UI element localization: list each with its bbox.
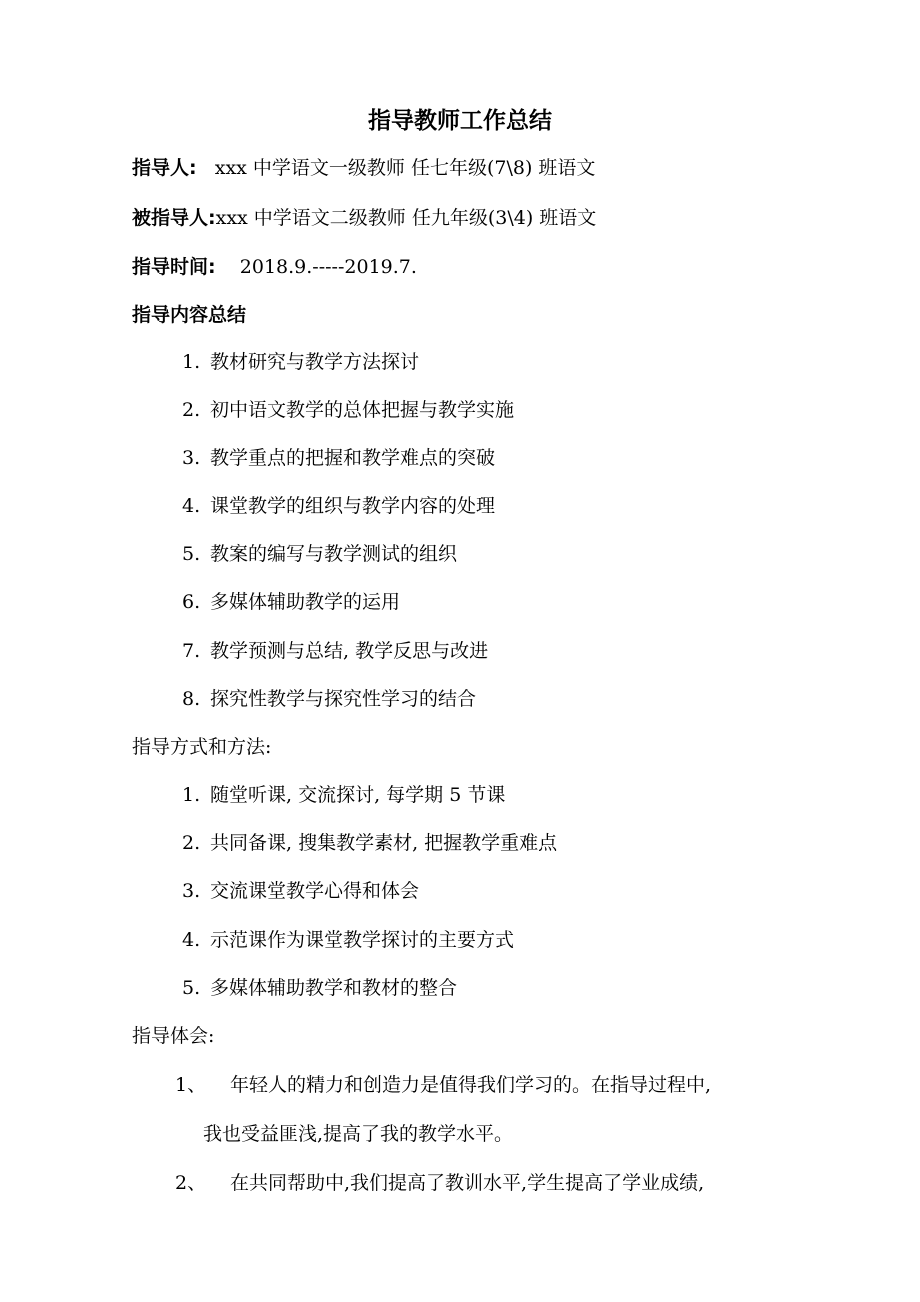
item-number: 5. bbox=[182, 977, 201, 999]
item-number: 6. bbox=[182, 591, 201, 613]
method-item bbox=[182, 877, 419, 905]
time-value: 2018.9.-----2019.7. bbox=[239, 256, 417, 278]
time-line bbox=[132, 253, 417, 281]
content-section-heading: 指导内容总结 bbox=[132, 304, 247, 326]
method-section-heading: 指导方式和方法: bbox=[132, 736, 272, 758]
content-item bbox=[182, 685, 476, 713]
item-number: 5. bbox=[182, 543, 201, 565]
item-text: 年轻人的精力和创造力是值得我们学习的。在指导过程中, bbox=[230, 1074, 712, 1096]
item-text: 在共同帮助中,我们提高了教训水平,学生提高了学业成绩, bbox=[230, 1172, 705, 1194]
mentor-value: xxx 中学语文一级教师 任七年级(7\8) 班语文 bbox=[214, 157, 596, 179]
item-text: 示范课作为课堂教学探讨的主要方式 bbox=[210, 929, 515, 951]
item-text: 探究性教学与探究性学习的结合 bbox=[210, 688, 477, 710]
content-item bbox=[182, 637, 488, 665]
experience-section-heading: 指导体会: bbox=[132, 1025, 215, 1047]
content-item bbox=[182, 588, 400, 616]
experience-item-line bbox=[175, 1169, 704, 1197]
item-number: 7. bbox=[182, 640, 201, 662]
item-number: 4. bbox=[182, 929, 201, 951]
item-number: 3. bbox=[182, 880, 201, 902]
item-number: 2. bbox=[182, 399, 201, 421]
content-item bbox=[182, 348, 419, 376]
item-text: 多媒体辅助教学和教材的整合 bbox=[210, 977, 458, 999]
item-text: 随堂听课, 交流探讨, 每学期 5 节课 bbox=[210, 784, 506, 806]
item-text: 教材研究与教学方法探讨 bbox=[210, 351, 420, 373]
item-number: 2. bbox=[182, 832, 201, 854]
experience-item-continuation: 我也受益匪浅,提高了我的教学水平。 bbox=[203, 1123, 514, 1145]
method-item bbox=[182, 781, 505, 809]
item-number: 1、 bbox=[175, 1074, 207, 1096]
item-text: 交流课堂教学心得和体会 bbox=[210, 880, 420, 902]
mentor-line bbox=[132, 154, 595, 182]
method-item bbox=[182, 829, 557, 857]
item-number: 1. bbox=[182, 351, 201, 373]
item-text: 教案的编写与教学测试的组织 bbox=[210, 543, 458, 565]
item-text: 初中语文教学的总体把握与教学实施 bbox=[210, 399, 515, 421]
document-title: 指导教师工作总结 bbox=[368, 108, 552, 134]
experience-item-line bbox=[175, 1071, 711, 1099]
method-item bbox=[182, 974, 457, 1002]
item-number: 8. bbox=[182, 688, 201, 710]
item-text: 教学重点的把握和教学难点的突破 bbox=[210, 447, 496, 469]
item-number: 2、 bbox=[175, 1172, 207, 1194]
mentee-label: 被指导人: bbox=[132, 207, 216, 229]
content-item bbox=[182, 540, 457, 568]
content-item bbox=[182, 444, 495, 472]
time-label: 指导时间: bbox=[132, 256, 216, 278]
content-item bbox=[182, 396, 514, 424]
mentor-label: 指导人: bbox=[132, 157, 197, 179]
mentee-value: xxx 中学语文二级教师 任九年级(3\4) 班语文 bbox=[215, 207, 597, 229]
item-text: 多媒体辅助教学的运用 bbox=[210, 591, 401, 613]
item-number: 4. bbox=[182, 495, 201, 517]
mentee-line bbox=[132, 204, 596, 232]
item-number: 3. bbox=[182, 447, 201, 469]
item-text: 课堂教学的组织与教学内容的处理 bbox=[210, 495, 496, 517]
item-text: 教学预测与总结, 教学反思与改进 bbox=[210, 640, 489, 662]
content-item bbox=[182, 492, 495, 520]
item-number: 1. bbox=[182, 784, 201, 806]
method-item bbox=[182, 926, 514, 954]
item-text: 共同备课, 搜集教学素材, 把握教学重难点 bbox=[210, 832, 558, 854]
